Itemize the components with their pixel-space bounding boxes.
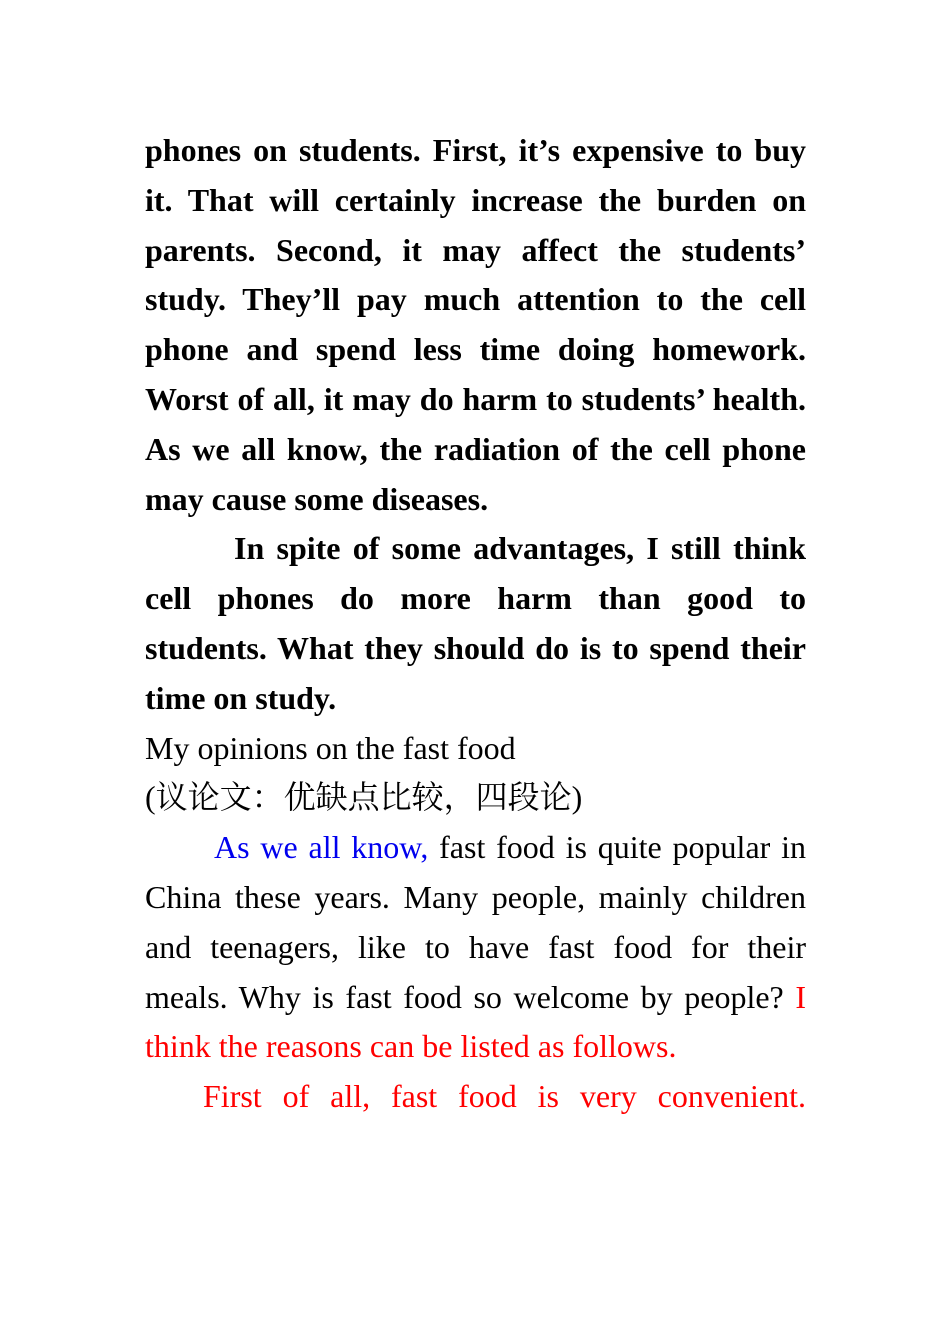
intro-body-text: fast food is quite popular in China these years. Many people, mainly children and teenagers, like to have fast food for their meals. Why is fast food so welcome by people? bbox=[145, 829, 807, 1015]
first-reason-line: First of all, fast food is very convenient. bbox=[203, 1078, 806, 1115]
intro-highlight-red: I think the reasons can be listed as follows. bbox=[145, 978, 806, 1065]
essay-body-paragraph: phones on students. First, it’s expensive to buy it. That will certainly increase the burden on parents. Second, it may affect the students’ study. They’ll pay much attention to the cell phone and spend less time doing homework. Worst of all, it may do harm to students’ health. As we all know, the radiation of the cell phone may cause some diseases. bbox=[145, 132, 806, 517]
essay-conclusion-paragraph: In spite of some advantages, I still think cell phones do more harm than good to students. What they should do is to spend their time on study. bbox=[145, 530, 806, 716]
intro-highlight-blue: As we all know, bbox=[214, 829, 429, 866]
essay-title: My opinions on the fast food bbox=[145, 729, 516, 766]
essay-subtitle: (议论文：优缺点比较，四段论) bbox=[145, 779, 583, 816]
essay-intro-paragraph bbox=[145, 823, 806, 1072]
document-page bbox=[145, 126, 806, 1122]
